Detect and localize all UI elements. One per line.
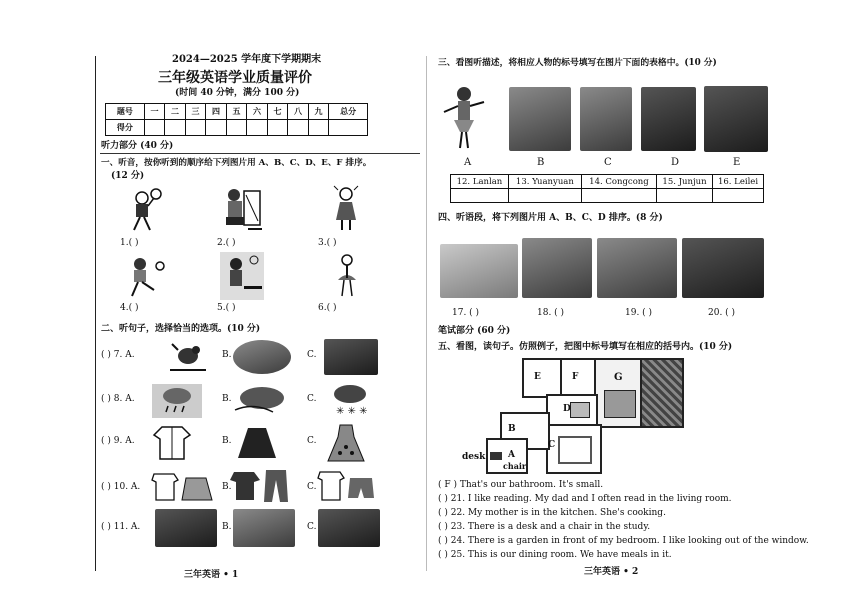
order-item-17[interactable]: 17. ( ): [452, 308, 480, 318]
letter-c: C: [604, 157, 612, 168]
score-row-label: 得分: [106, 120, 145, 136]
dancing-girl-photo-a: [440, 82, 488, 152]
exam-term: 2024—2025 学年度下学期期末: [172, 54, 322, 65]
cycling-boy-photo-d: [641, 87, 696, 151]
listening-header: 听力部分 (40 分): [101, 141, 174, 151]
map-label-g: G: [614, 372, 623, 383]
page2-footer: 三年英语 • 2: [584, 567, 639, 577]
score-header-cell: 题号: [106, 104, 145, 120]
sofa-furniture: [558, 436, 592, 464]
ping-pong-boy-picture: [220, 252, 264, 300]
cinema-photo-e: [704, 86, 768, 152]
svg-text:✳ ✳ ✳: ✳ ✳ ✳: [336, 406, 368, 417]
shirt-and-skirt-picture: [150, 470, 214, 504]
choice-row-9-c: C.: [307, 436, 317, 446]
section2-title: 二、听句子，选择恰当的选项。(10 分): [101, 324, 261, 334]
order-item-20[interactable]: 20. ( ): [708, 308, 736, 318]
boating-photo-b: [233, 509, 295, 547]
sentence-22[interactable]: ( ) 22. My mother is in the kitchen. She's cooking.: [438, 508, 666, 518]
name-cell: 14. Congcong: [581, 175, 656, 189]
score-cell[interactable]: [267, 120, 288, 136]
score-cell[interactable]: [247, 120, 268, 136]
map-label-c: C: [548, 440, 556, 450]
exam-subtitle: (时间 40 分钟，满分 100 分): [175, 88, 300, 98]
score-cell[interactable]: [226, 120, 247, 136]
floor-plan: [486, 358, 682, 472]
section5-title: 五、看图，读句子。仿照例子，把图中标号填写在相应的括号内。(10 分): [438, 342, 733, 352]
score-header-cell: 总分: [329, 104, 368, 120]
letter-d: D: [671, 157, 680, 168]
dress-picture: [326, 423, 366, 463]
answer-cell[interactable]: [581, 189, 656, 203]
score-header-cell: 六: [247, 104, 268, 120]
map-label-e: E: [534, 372, 541, 382]
score-header-cell: 一: [144, 104, 165, 120]
skirt-picture: [236, 426, 278, 460]
page1-footer: 三年英语 • 1: [184, 570, 239, 580]
answer-cell[interactable]: [451, 189, 509, 203]
choice-row-11-number[interactable]: ( ) 11. A.: [101, 522, 141, 532]
basketball-boy-photo-c: [580, 87, 632, 151]
choice-row-9-number[interactable]: ( ) 9. A.: [101, 436, 135, 446]
letter-b: B: [537, 157, 545, 168]
nest-picture: [233, 340, 291, 374]
order-item-1[interactable]: 1.( ): [120, 238, 139, 248]
map-label-f: F: [572, 372, 579, 382]
map-label-desk: desk: [462, 452, 486, 462]
sentence-21[interactable]: ( ) 21. I like reading. My dad and I often read in the living room.: [438, 494, 732, 504]
lake-picnic-photo: [440, 244, 518, 298]
answer-cell[interactable]: [508, 189, 581, 203]
names-table: [450, 174, 764, 203]
choice-row-7-b: B.: [222, 350, 232, 360]
reading-girl-picture: [218, 185, 268, 235]
choice-row-8-b: B.: [222, 394, 232, 404]
section3-title: 三、看图听描述，将相应人物的标号填写在图片下面的表格中。(10 分): [438, 58, 717, 68]
bed-furniture: [604, 390, 636, 418]
sentence-example: ( F ) That's our bathroom. It's small.: [438, 480, 604, 490]
bird-picture: [162, 340, 212, 376]
exam-title: 三年级英语学业质量评价: [158, 70, 312, 86]
header-rule: [100, 153, 420, 154]
score-header-cell: 八: [288, 104, 309, 120]
map-label-a: A: [508, 450, 515, 460]
score-header-cell: 九: [308, 104, 329, 120]
swan-picture: [324, 339, 378, 375]
written-header: 笔试部分 (60 分): [438, 326, 511, 336]
choice-row-11-b: B.: [222, 522, 232, 532]
letter-a: A: [464, 157, 472, 168]
family-photo-a: [155, 509, 217, 547]
section1-points: (12 分): [111, 171, 145, 181]
choice-row-8-number[interactable]: ( ) 8. A.: [101, 394, 135, 404]
score-header-cell: 四: [206, 104, 227, 120]
score-header-cell: 五: [226, 104, 247, 120]
sentence-24[interactable]: ( ) 24. There is a garden in front of my bedroom. I like looking out of the window.: [438, 536, 809, 546]
name-cell: 12. Lanlan: [451, 175, 509, 189]
score-cell[interactable]: [308, 120, 329, 136]
section1-title: 一、听音，按你听到的顺序给下列图片用 A、B、C、D、E、F 排序。: [101, 158, 372, 168]
sentence-23[interactable]: ( ) 23. There is a desk and a chair in the study.: [438, 522, 651, 532]
snowy-cloud-icon: [330, 383, 370, 417]
order-item-4[interactable]: 4.( ): [120, 303, 139, 313]
order-item-6[interactable]: 6.( ): [318, 303, 337, 313]
shirt-picture: [152, 425, 192, 461]
section4-title: 四、听语段，将下列图片用 A、B、C、D 排序。(8 分): [438, 213, 663, 223]
page-divider: [426, 56, 427, 571]
shirt-and-shorts-picture: [316, 468, 376, 504]
dancing-girl-picture: [326, 184, 366, 234]
name-cell: 15. Junjun: [657, 175, 713, 189]
score-cell[interactable]: [288, 120, 309, 136]
score-cell[interactable]: [165, 120, 186, 136]
score-cell[interactable]: [329, 120, 368, 136]
basketball-boy-picture: [120, 186, 170, 234]
tshirt-and-pants-picture: [230, 468, 292, 504]
football-child-photo-b: [509, 87, 571, 151]
order-item-5[interactable]: 5.( ): [217, 303, 236, 313]
choice-row-7-c: C.: [307, 350, 317, 360]
letter-e: E: [733, 157, 741, 168]
order-item-3[interactable]: 3.( ): [318, 238, 337, 248]
desk-furniture: [490, 452, 502, 460]
table-furniture: [570, 402, 590, 418]
choice-row-11-c: C.: [307, 522, 317, 532]
order-item-2[interactable]: 2.( ): [217, 238, 236, 248]
choice-row-9-b: B.: [222, 436, 232, 446]
room-e: [522, 358, 564, 398]
name-cell: 13. Yuanyuan: [508, 175, 581, 189]
answer-cell[interactable]: [657, 189, 713, 203]
margin-line: [95, 56, 96, 571]
score-cell[interactable]: [144, 120, 165, 136]
score-cell[interactable]: [206, 120, 227, 136]
score-header-cell: 七: [267, 104, 288, 120]
score-header-cell: 三: [185, 104, 206, 120]
score-header-cell: 二: [165, 104, 186, 120]
score-table: [105, 103, 368, 136]
score-cell[interactable]: [185, 120, 206, 136]
choice-row-7-number[interactable]: ( ) 7. A.: [101, 350, 135, 360]
park-photo-c: [318, 509, 380, 547]
playing-football-photo: [597, 238, 677, 298]
map-label-d: D: [563, 404, 571, 414]
sentence-25[interactable]: ( ) 25. This is our dining room. We have meals in it.: [438, 550, 672, 560]
order-item-19[interactable]: 19. ( ): [625, 308, 653, 318]
friends-walking-photo: [682, 238, 764, 298]
answer-cell[interactable]: [713, 189, 764, 203]
reading-outdoors-photo: [522, 238, 592, 298]
order-item-18[interactable]: 18. ( ): [537, 308, 565, 318]
choice-row-10-c: C.: [307, 482, 317, 492]
map-label-b: B: [508, 424, 516, 434]
ballet-girl-picture: [330, 252, 364, 300]
windy-cloud-icon: [233, 384, 291, 416]
rainy-cloud-icon: [152, 384, 202, 418]
name-cell: 16. Leilei: [713, 175, 764, 189]
football-boy-picture: [122, 254, 170, 300]
garden: [640, 358, 684, 428]
choice-row-8-c: C.: [307, 394, 317, 404]
choice-row-10-number[interactable]: ( ) 10. A.: [101, 482, 141, 492]
choice-row-10-b: B.: [222, 482, 232, 492]
map-label-chair: chair: [503, 461, 527, 471]
